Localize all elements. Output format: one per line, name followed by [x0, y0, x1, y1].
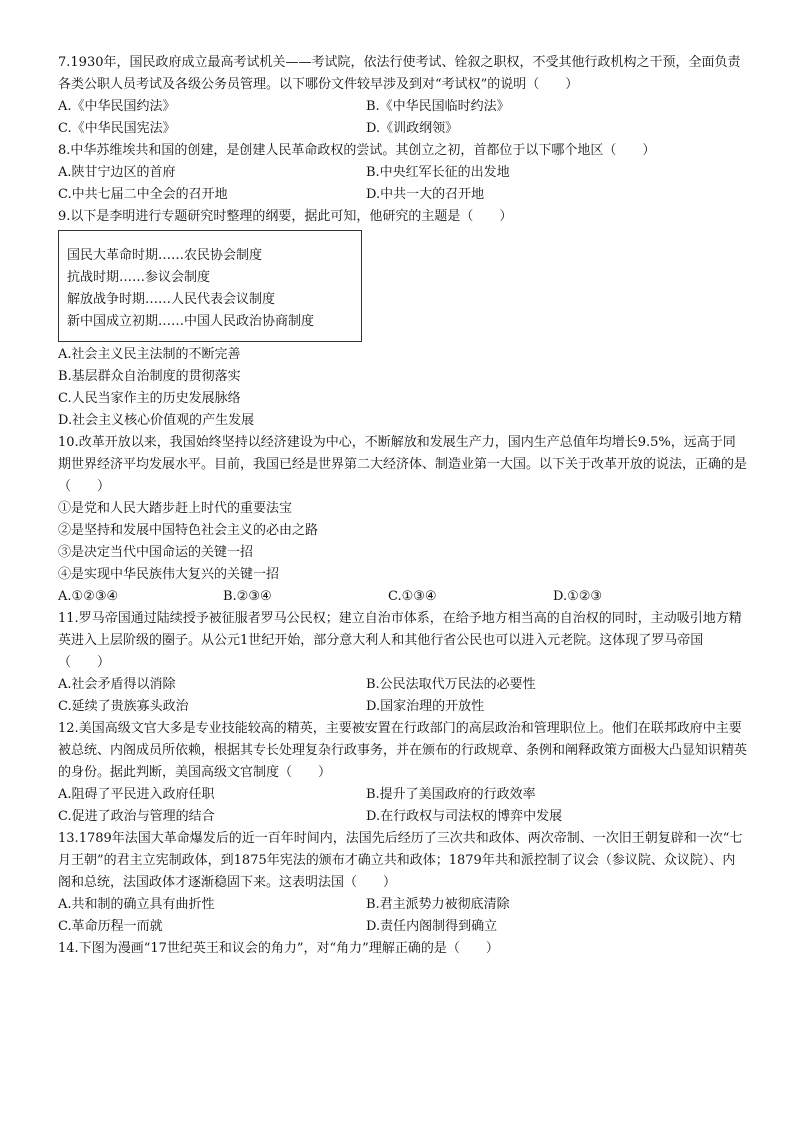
option-b[interactable]: B.②③④ [223, 589, 272, 604]
option-a[interactable]: A.社会矛盾得以消除 [58, 677, 176, 692]
question-number: 7. [58, 55, 71, 70]
question-stem [58, 140, 748, 162]
question-10 [58, 432, 748, 608]
outline-line: 国民大革命时期……农民协会制度 [67, 248, 263, 263]
option-b[interactable]: B.君主派势力被彻底清除 [366, 897, 510, 912]
option-a[interactable]: A.阻碍了平民进入政府任职 [58, 787, 215, 802]
option-d[interactable]: D.社会主义核心价值观的产生发展 [58, 413, 255, 428]
exam-page [58, 52, 748, 960]
option-c[interactable]: C.人民当家作主的历史发展脉络 [58, 391, 241, 406]
question-number: 12. [58, 721, 79, 736]
option-b[interactable]: B.《中华民国临时约法》 [366, 99, 510, 114]
option-d[interactable]: D.中共一大的召开地 [366, 187, 485, 202]
options [58, 344, 748, 432]
question-text: 改革开放以来，我国始终坚持以经济建设为中心，不断解放和发展生产力，国内生产总值年均增长9.5%，远高于同期世界经济平均发展水平。目前，我国已经是世界第二大经济体、制造业第一大国。以下关于改革开放的说法，正确的是（ ） [58, 435, 748, 494]
question-stem [58, 608, 748, 674]
question-12 [58, 718, 748, 828]
question-7 [58, 52, 748, 140]
question-text: 1930年，国民政府成立最高考试机关——考试院，依法行使考试、铨叙之职权，不受其他行政机构之干预，全面负责各类公职人员考试及各级公务员管理。以下哪份文件较早涉及到对“考试权”的说明（ ） [58, 55, 741, 92]
option-b[interactable]: B.公民法取代万民法的必要性 [366, 677, 536, 692]
option-a[interactable]: A.《中华民国约法》 [58, 99, 176, 114]
outline-box [58, 230, 362, 342]
statement: ②是坚持和发展中国特色社会主义的必由之路 [58, 523, 319, 538]
option-d[interactable]: D.《训政纲领》 [366, 121, 459, 136]
question-stem [58, 828, 748, 894]
question-number: 9. [58, 209, 71, 224]
question-number: 14. [58, 941, 79, 956]
option-b[interactable]: B.中央红军长征的出发地 [366, 165, 510, 180]
question-stem [58, 718, 748, 784]
statement: ③是决定当代中国命运的关键一招 [58, 545, 254, 560]
option-c[interactable]: C.革命历程一而就 [58, 919, 163, 934]
option-a[interactable]: A.①②③④ [58, 589, 119, 604]
question-number: 10. [58, 435, 79, 450]
question-11 [58, 608, 748, 718]
outline-line: 新中国成立初期……中国人民政治协商制度 [67, 314, 315, 329]
option-d[interactable]: D.①②③ [553, 589, 603, 604]
question-stem [58, 432, 748, 498]
question-number: 8. [58, 143, 71, 158]
question-text: 以下是李明进行专题研究时整理的纲要，据此可知，他研究的主题是（ ） [70, 209, 513, 224]
options [58, 162, 748, 206]
question-stem [58, 52, 748, 96]
question-text: 下图为漫画“17世纪英王和议会的角力”，对“角力”理解正确的是（ ） [78, 941, 499, 956]
question-number: 11. [58, 611, 79, 626]
statement: ①是党和人民大踏步赶上时代的重要法宝 [58, 501, 293, 516]
options [58, 894, 748, 938]
option-a[interactable]: A.共和制的确立具有曲折性 [58, 897, 215, 912]
option-b[interactable]: B.提升了美国政府的行政效率 [366, 787, 536, 802]
option-c[interactable]: C.促进了政治与管理的结合 [58, 809, 215, 824]
option-d[interactable]: D.责任内阁制得到确立 [366, 919, 498, 934]
question-text: 中华苏维埃共和国的创建，是创建人民革命政权的尝试。其创立之初，首都位于以下哪个地区（ ） [70, 143, 656, 158]
outline-line: 抗战时期……参议会制度 [67, 270, 211, 285]
question-8 [58, 140, 748, 206]
question-9 [58, 206, 748, 432]
statements [58, 498, 748, 586]
options [58, 96, 748, 140]
question-13 [58, 828, 748, 938]
question-text: 美国高级文官大多是专业技能较高的精英，主要被安置在行政部门的高层政治和管理职位上。他们在联邦政府中主要被总统、内阁成员所依赖，根据其专长处理复杂行政事务，并在颁布的行政规章、条例和阐释政策方面极大凸显知识精英的身份。据此判断，美国高级文官制度（ ） [58, 721, 748, 780]
option-d[interactable]: D.在行政权与司法权的博弈中发展 [366, 809, 563, 824]
option-a[interactable]: A.社会主义民主法制的不断完善 [58, 347, 241, 362]
options [58, 674, 748, 718]
option-c[interactable]: C.①③④ [388, 589, 437, 604]
question-stem [58, 938, 748, 960]
option-a[interactable]: A.陕甘宁边区的首府 [58, 165, 176, 180]
option-c[interactable]: C.延续了贵族寡头政治 [58, 699, 189, 714]
option-b[interactable]: B.基层群众自治制度的贯彻落实 [58, 369, 241, 384]
option-c[interactable]: C.《中华民国宪法》 [58, 121, 176, 136]
option-d[interactable]: D.国家治理的开放性 [366, 699, 485, 714]
question-number: 13. [58, 831, 79, 846]
statement: ④是实现中华民族伟大复兴的关键一招 [58, 567, 280, 582]
question-text: 1789年法国大革命爆发后的近一百年时间内，法国先后经历了三次共和政体、两次帝制、一次旧王朝复辟和一次“七月王朝”的君主立宪制政体，到1875年宪法的颁布才确立共和政体；1879年共和派控制了议会（参议院、众议院）、内阁和总统，法国政体才逐渐稳固下来。这表明法国（ ） [58, 831, 743, 890]
outline-line: 解放战争时期……人民代表会议制度 [67, 292, 276, 307]
options [58, 784, 748, 828]
question-text: 罗马帝国通过陆续授予被征服者罗马公民权；建立自治市体系，在给予地方相当高的自治权的同时，主动吸引地方精英进入上层阶级的圈子。从公元1世纪开始，部分意大利人和其他行省公民也可以进入元老院。这体现了罗马帝国（ ） [58, 611, 742, 670]
option-c[interactable]: C.中共七届二中全会的召开地 [58, 187, 228, 202]
question-14 [58, 938, 748, 960]
question-stem [58, 206, 748, 228]
options [58, 586, 748, 608]
